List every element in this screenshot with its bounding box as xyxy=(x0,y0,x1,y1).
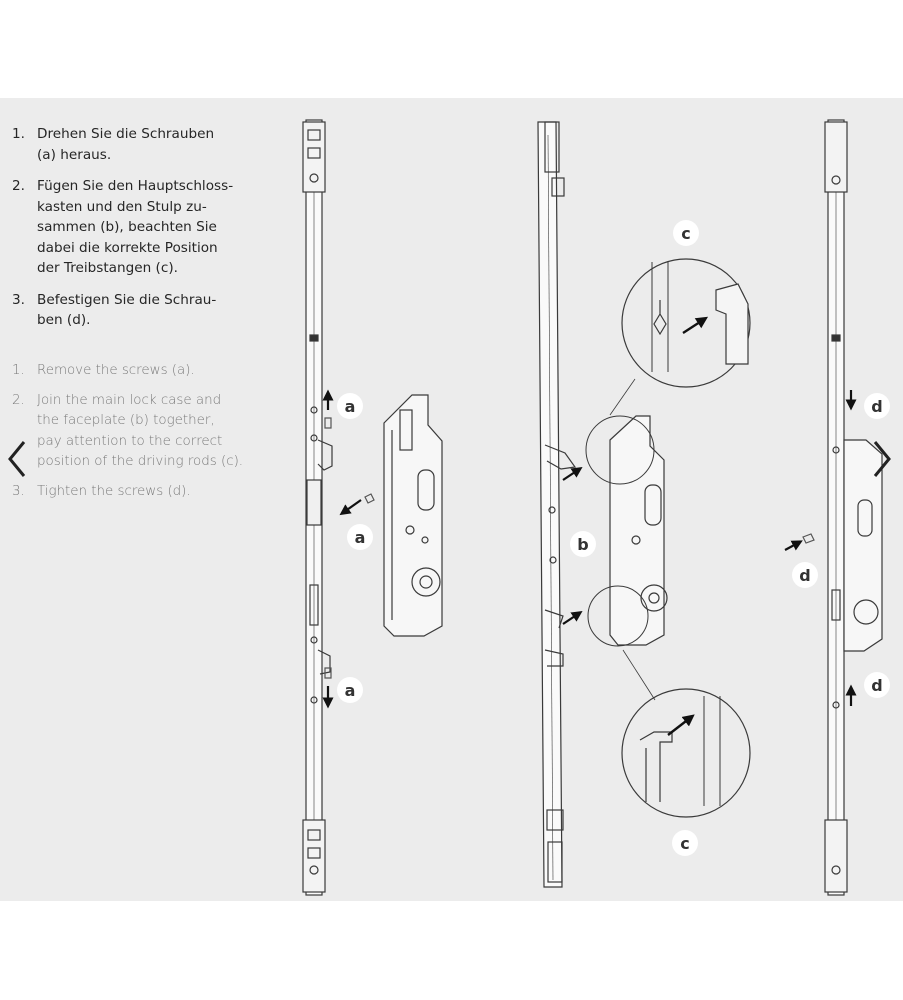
step-number: 1. xyxy=(12,126,25,142)
step-text: Join the main lock case and the faceplate (b) together, pay attention to the correct position of the driving rods (c). xyxy=(37,392,244,469)
screw-d xyxy=(803,534,814,543)
callout-c-top: c xyxy=(681,224,691,243)
callout-d-mid: d xyxy=(799,566,811,585)
callout-d-bottom: d xyxy=(871,676,883,695)
chevron-right-icon[interactable] xyxy=(867,434,897,484)
step-text: Drehen Sie die Schrauben (a) heraus. xyxy=(37,126,215,163)
faceplate-3 xyxy=(825,120,882,895)
lock-case-2 xyxy=(610,416,667,645)
chevron-left-icon[interactable] xyxy=(2,434,32,484)
step-number: 2. xyxy=(12,392,25,408)
step-number: 2. xyxy=(12,178,25,194)
step-text: Tighten the screws (d). xyxy=(37,483,191,499)
callout-a-mid: a xyxy=(354,528,366,547)
step-number: 3. xyxy=(12,291,25,308)
lock-case-1 xyxy=(384,395,442,636)
callout-d-top: d xyxy=(871,397,883,416)
step-number: 1. xyxy=(12,363,25,378)
step-text: Fügen Sie den Hauptschloss- kasten und den Stulp zu- sammen (b), beachten Sie dabei die korrekte Position der Treibstangen (c). xyxy=(37,178,234,276)
callout-b: b xyxy=(577,535,589,554)
callout-c-bottom: c xyxy=(680,834,690,853)
faceplate-1 xyxy=(303,120,332,895)
zoom-circle-bottom xyxy=(622,650,750,817)
step-number: 3. xyxy=(12,483,25,499)
step-text: Befestigen Sie die Schrau- ben (d). xyxy=(37,291,217,328)
assembly-illustration xyxy=(0,98,903,901)
zoom-circle-top xyxy=(610,259,750,415)
step-text: Remove the screws (a). xyxy=(37,363,195,378)
callout-a-bottom: a xyxy=(344,681,356,700)
faceplate-2 xyxy=(538,122,575,887)
callout-a-top: a xyxy=(344,397,356,416)
